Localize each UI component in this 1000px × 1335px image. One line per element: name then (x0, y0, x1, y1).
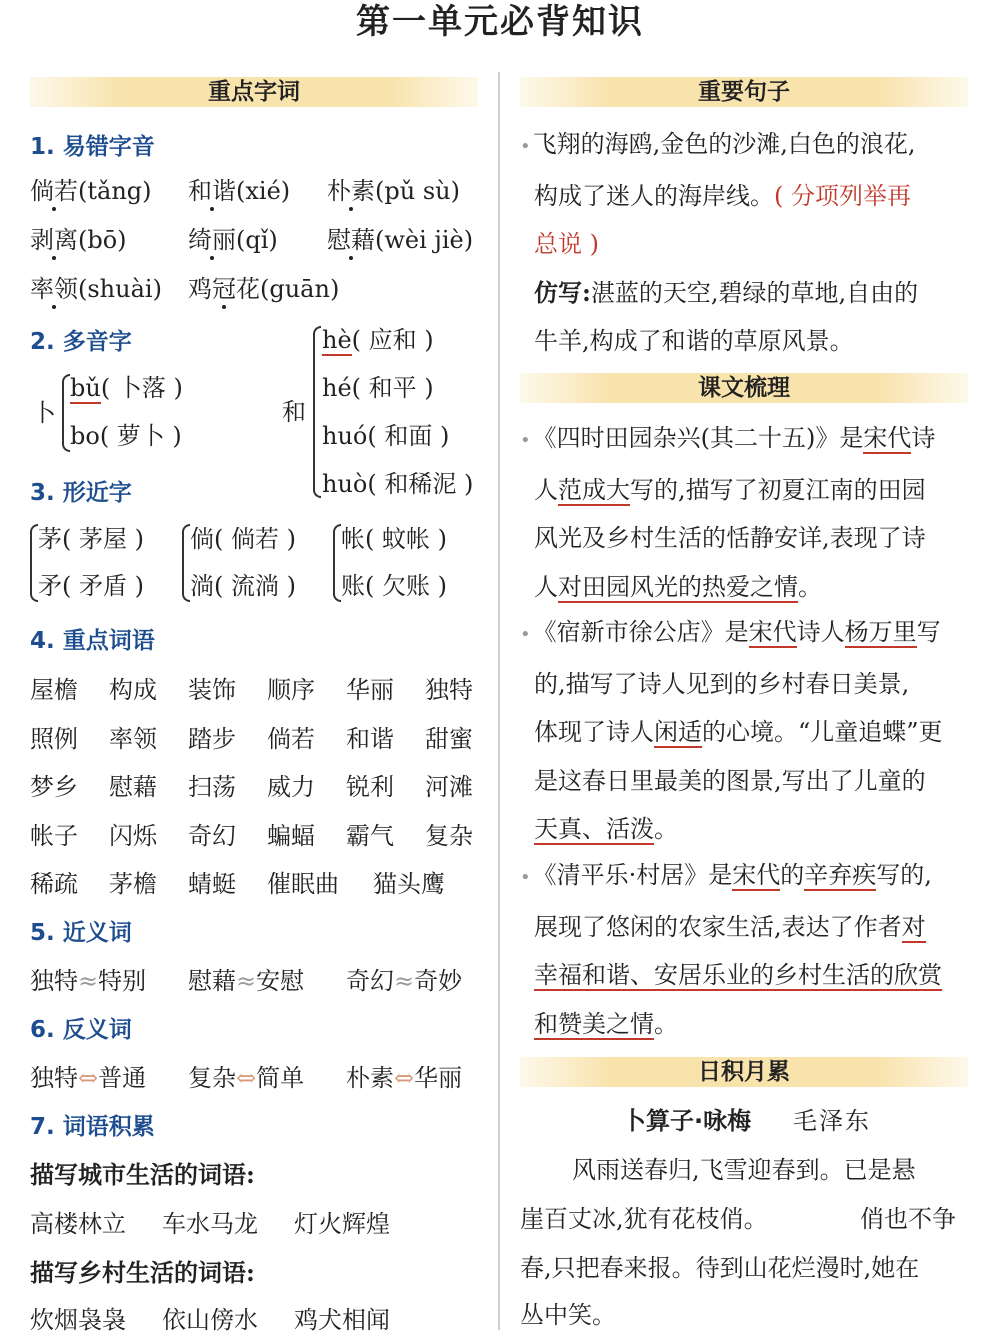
key-word: 梦乡 (30, 773, 78, 802)
key-word: 华丽 (346, 676, 394, 704)
city-words: 高楼林立 车水马龙 灯火辉煌 (30, 1210, 390, 1238)
synonym-row (30, 961, 462, 996)
similar-char: 茅( 茅屋 ) (38, 525, 144, 553)
village-label: 描写乡村生活的词语: (30, 1258, 255, 1287)
polyphone-he-char: 和 (282, 398, 306, 426)
s2-title: 2. 多音字 (30, 329, 132, 355)
he-reading: huó( 和面 ) (322, 422, 450, 450)
city-label: 描写城市生活的词语: (30, 1160, 255, 1189)
poem-line: 俏也不争 (860, 1205, 956, 1233)
antonym-pair: 独特⇔普通 (30, 1064, 147, 1092)
summary-paragraph-2: •《宿新市徐公店》是宋代诗人杨万里写 的,描写了诗人见到的乡村春日美景, 体现了诗人闲适的心境。“儿童追蝶”更 是这春日里最美的图景,写出了儿童的 天真、活泼。 (520, 618, 943, 843)
he-reading: huò( 和稀泥 ) (322, 470, 474, 498)
synonym-pair: 奇幻≈奇妙 (346, 967, 463, 995)
key-word: 踏步 (188, 724, 236, 753)
s1-item: 朴素(pǔ sù) (327, 177, 460, 205)
key-word: 顺序 (267, 676, 315, 704)
s7-title: 7. 词语积累 (30, 1114, 155, 1140)
key-word: 催眠曲 (267, 870, 339, 899)
s1-item: 剥离(bō) (30, 226, 127, 254)
key-word: 威力 (267, 773, 315, 802)
key-word: 率领 (109, 724, 157, 753)
key-word: 稀疏 (30, 870, 78, 899)
antonym-pair: 复杂⇔简单 (188, 1064, 305, 1092)
key-word: 蜻蜓 (188, 870, 236, 899)
key-word: 锐利 (346, 773, 394, 802)
s1-item: 率领(shuài) (30, 275, 162, 303)
s1-item: 慰藉(wèi jiè) (327, 226, 474, 254)
s6-title: 6. 反义词 (30, 1017, 132, 1043)
brace (62, 374, 70, 452)
key-word: 猫头鹰 (373, 870, 445, 899)
similar-char: 淌( 流淌 ) (190, 572, 296, 600)
brace (30, 524, 38, 602)
key-word: 独特 (425, 676, 473, 704)
poem-line: 崖百丈冰,犹有花枝俏。 (520, 1205, 768, 1233)
antonym-row (30, 1058, 462, 1093)
bu-reading-2: bo( 萝卜 ) (70, 422, 182, 450)
s1-title: 1. 易错字音 (30, 134, 155, 160)
section-header-key-words: 重点字词 (30, 77, 478, 107)
key-word: 甜蜜 (425, 724, 473, 753)
key-word: 霸气 (346, 821, 394, 850)
key-word: 和谐 (346, 724, 394, 753)
similar-char: 倘( 倘若 ) (190, 525, 296, 553)
s3-title: 3. 形近字 (30, 480, 132, 506)
poem-line: 丛中笑。 (520, 1301, 616, 1329)
key-word: 照例 (30, 724, 78, 753)
brace (182, 524, 190, 602)
poem-line: 风雨送春归,飞雪迎春到。已是悬 (572, 1156, 916, 1184)
s1-item: 绮丽(qǐ) (188, 226, 278, 254)
key-word: 河滩 (425, 773, 473, 802)
bu-reading-1: bǔ( 卜落 ) (70, 374, 183, 402)
s4-title: 4. 重点词语 (30, 628, 155, 654)
column-divider (498, 72, 500, 1330)
poem-author: 毛泽东 (793, 1107, 871, 1135)
poem-title: 卜算子·咏梅 (622, 1107, 752, 1135)
section-header-text-summary: 课文梳理 (520, 373, 968, 403)
key-sentence: •飞翔的海鸥,金色的沙滩,白色的浪花, 构成了迷人的海岸线。( 分项列举再 总说 ) 仿写:湛蓝的天空,碧绿的草地,自由的 牛羊,构成了和谐的草原风景。 (520, 130, 919, 355)
similar-char: 账( 欠账 ) (341, 572, 447, 600)
summary-paragraph-3: •《清平乐·村居》是宋代的辛弃疾写的, 展现了悠闲的农家生活,表达了作者对 幸福和谐、安居乐业的乡村生活的欣赏 和赞美之情。 (520, 861, 942, 1038)
similar-char: 帐( 蚊帐 ) (341, 525, 447, 553)
village-words: 炊烟袅袅 依山傍水 鸡犬相闻 (30, 1306, 390, 1334)
section-header-key-sentences: 重要句子 (520, 77, 968, 107)
page-title: 第一单元必背知识 (356, 2, 644, 42)
summary-paragraph-1: •《四时田园杂兴(其二十五)》是宋代诗 人范成大写的,描写了初夏江南的田园 风光及乡村生活的恬静安详,表现了诗 人对田园风光的热爱之情。 (520, 424, 936, 601)
synonym-pair: 慰藉≈安慰 (188, 967, 305, 995)
s1-item: 鸡冠花(guān) (188, 275, 340, 303)
key-word: 闪烁 (109, 821, 157, 850)
key-word: 扫荡 (188, 773, 236, 802)
key-word: 奇幻 (188, 821, 236, 850)
synonym-pair: 独特≈特别 (30, 967, 147, 995)
key-word: 构成 (109, 676, 157, 704)
polyphone-bu-char: 卜 (32, 399, 56, 427)
s5-title: 5. 近义词 (30, 920, 132, 946)
antonym-pair: 朴素⇔华丽 (346, 1064, 463, 1092)
poem-line: 春,只把春来报。待到山花烂漫时,她在 (520, 1254, 920, 1282)
s1-item: 和谐(xié) (188, 177, 291, 205)
key-word: 倘若 (267, 724, 315, 753)
key-word: 装饰 (188, 676, 236, 704)
key-word: 蝙蝠 (267, 821, 315, 850)
key-word: 慰藉 (109, 773, 157, 802)
key-word: 复杂 (425, 821, 473, 850)
key-word: 屋檐 (30, 676, 78, 704)
similar-char: 矛( 矛盾 ) (38, 572, 144, 600)
section-header-daily-accumulation: 日积月累 (520, 1057, 968, 1087)
s1-item: 倘若(tǎng) (30, 177, 152, 205)
key-word: 帐子 (30, 821, 78, 850)
brace (313, 326, 321, 498)
key-word: 茅檐 (109, 870, 157, 899)
he-reading: hè( 应和 ) (322, 326, 434, 354)
brace (333, 524, 341, 602)
he-reading: hé( 和平 ) (322, 374, 434, 402)
